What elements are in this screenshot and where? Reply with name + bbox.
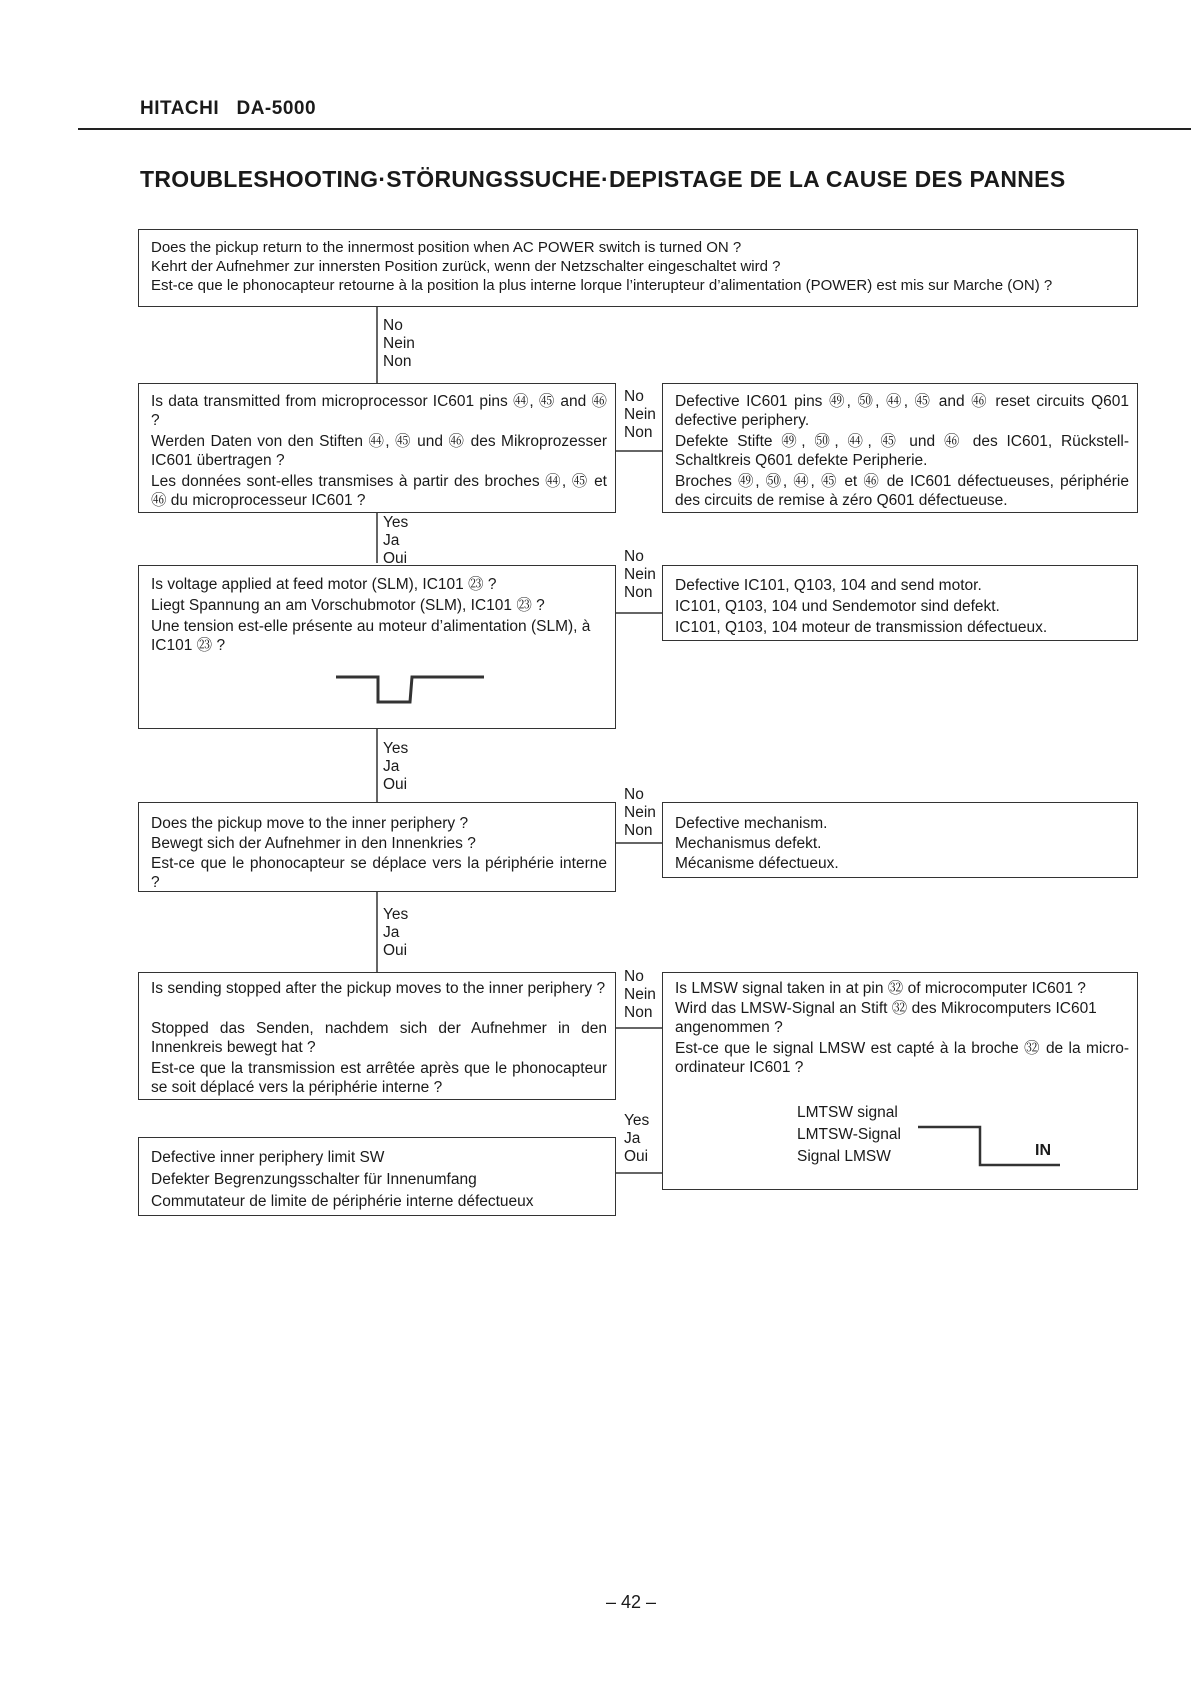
r1-en: Defective IC601 pins ㊾, ㊿, ㊹, ㊺ and ㊻ reset circuits Q601 defective periphery. (675, 393, 1129, 429)
brand-name: HITACHI (140, 98, 220, 119)
branch-yes-q3: Yes Ja Oui (383, 906, 409, 959)
r2-en: Defective IC101, Q103, 104 and send motor. (675, 577, 982, 594)
q2-fr: Une tension est-elle présente au moteur d’alimentation (SLM), à IC101 ㉓ ? (151, 618, 591, 654)
branch-yes-q1: Yes Ja Oui (383, 514, 409, 567)
r4-signal-label: LMTSW signal LMTSW-Signal Signal LMSW (797, 1104, 901, 1165)
branch-no-start: No Nein Non (383, 317, 415, 370)
r5-en: Defective inner periphery limit SW (151, 1149, 385, 1166)
q4-en: Is sending stopped after the pickup moves to the inner periphery ? (151, 980, 606, 997)
r1-de: Defekte Stifte ㊾, ㊿, ㊹, ㊺ und ㊻ des IC601, Rückstell-Schaltkreis Q601 defekte Peripherie. (675, 433, 1129, 469)
model-name: DA-5000 (236, 98, 317, 119)
page-number: – 42 – (606, 1592, 657, 1612)
r5-box (138, 1137, 616, 1216)
branch-yes-q2: Yes Ja Oui (383, 740, 409, 793)
q2-box (138, 565, 616, 729)
q4-fr: Est-ce que la transmission est arrêtée après que le phonocapteur se soit déplacé vers la périphérie interne ? (151, 1060, 607, 1096)
r4-box (662, 972, 1138, 1190)
r3-en: Defective mechanism. (675, 815, 828, 832)
q2-de: Liegt Spannung an am Vorschubmotor (SLM), IC101 ㉓ ? (151, 597, 545, 614)
q1-fr: Les données sont-elles transmises à partir des broches ㊹, ㊺ et ㊻ du microprocesseur IC601 ? (151, 473, 607, 509)
r5-fr: Commutateur de limite de périphérie interne défectueux (151, 1193, 534, 1210)
r4-de: Wird das LMSW-Signal an Stift ㉜ des Mikrocomputers IC601 angenommen ? (675, 1000, 1097, 1036)
r3-box (662, 802, 1138, 878)
q1-en: Is data transmitted from microprocessor IC601 pins ㊹, ㊺ and ㊻ ? (151, 393, 607, 429)
branch-yes-q4: Yes Ja Oui (624, 1112, 650, 1165)
branch-no-q4: No Nein Non (624, 968, 656, 1021)
q1-box (138, 383, 616, 513)
branch-no-q2: No Nein Non (624, 548, 656, 601)
r3-de: Mechanismus defekt. (675, 835, 822, 852)
branch-no-q3: No Nein Non (624, 786, 656, 839)
page-title: TROUBLESHOOTING·STÖRUNGSSUCHE·DEPISTAGE DE LA CAUSE DES PANNES (140, 166, 1066, 192)
q1-de: Werden Daten von den Stiften ㊹, ㊺ und ㊻ des Mikroprozesser IC601 übertragen ? (151, 433, 607, 469)
q4-de: Stopped das Senden, nachdem sich der Aufnehmer in den Innenkreis bewegt hat ? (151, 1020, 607, 1056)
r3-fr: Mécanisme défectueux. (675, 855, 839, 872)
branch-no-q1: No Nein Non (624, 388, 656, 441)
q4-box (138, 972, 616, 1100)
lmsw-signal-tag: IN (1035, 1142, 1051, 1159)
start-question-text: Does the pickup return to the innermost position when AC POWER switch is turned ON ? Kehrt der Aufnehmer zur innersten Position zurück, wenn der Netzschalter eingeschaltet wird ? Est-ce que le phonocapteur retourne à la position la plus interne lorque l’interupteur d’alimentation (POWER) est mis sur Marche (ON) ? (151, 239, 1053, 294)
start-question-box (138, 229, 1138, 307)
q3-de: Bewegt sich der Aufnehmer in den Innenkries ? (151, 835, 476, 852)
q3-en: Does the pickup move to the inner periphery ? (151, 815, 469, 832)
r5-de: Defekter Begrenzungsschalter für Innenumfang (151, 1171, 477, 1188)
r1-fr: Broches ㊾, ㊿, ㊹, ㊺ et ㊻ de IC601 défectueuses, périphérie des circuits de remise à zéro Q601 défectueuse. (675, 473, 1129, 509)
r4-fr: Est-ce que le signal LMSW est capté à la broche ㉜ de la micro-ordinateur IC601 ? (675, 1040, 1129, 1076)
r2-de: IC101, Q103, 104 und Sendemotor sind defekt. (675, 598, 1000, 615)
q3-box (138, 802, 616, 892)
r1-box (662, 383, 1138, 513)
q3-fr: Est-ce que le phonocapteur se déplace vers la périphérie interne ? (151, 855, 607, 891)
r4-en: Is LMSW signal taken in at pin ㉜ of microcomputer IC601 ? (675, 980, 1086, 997)
r2-box (662, 565, 1138, 641)
q2-en: Is voltage applied at feed motor (SLM), IC101 ㉓ ? (151, 576, 497, 593)
r2-fr: IC101, Q103, 104 moteur de transmission défectueux. (675, 619, 1048, 636)
